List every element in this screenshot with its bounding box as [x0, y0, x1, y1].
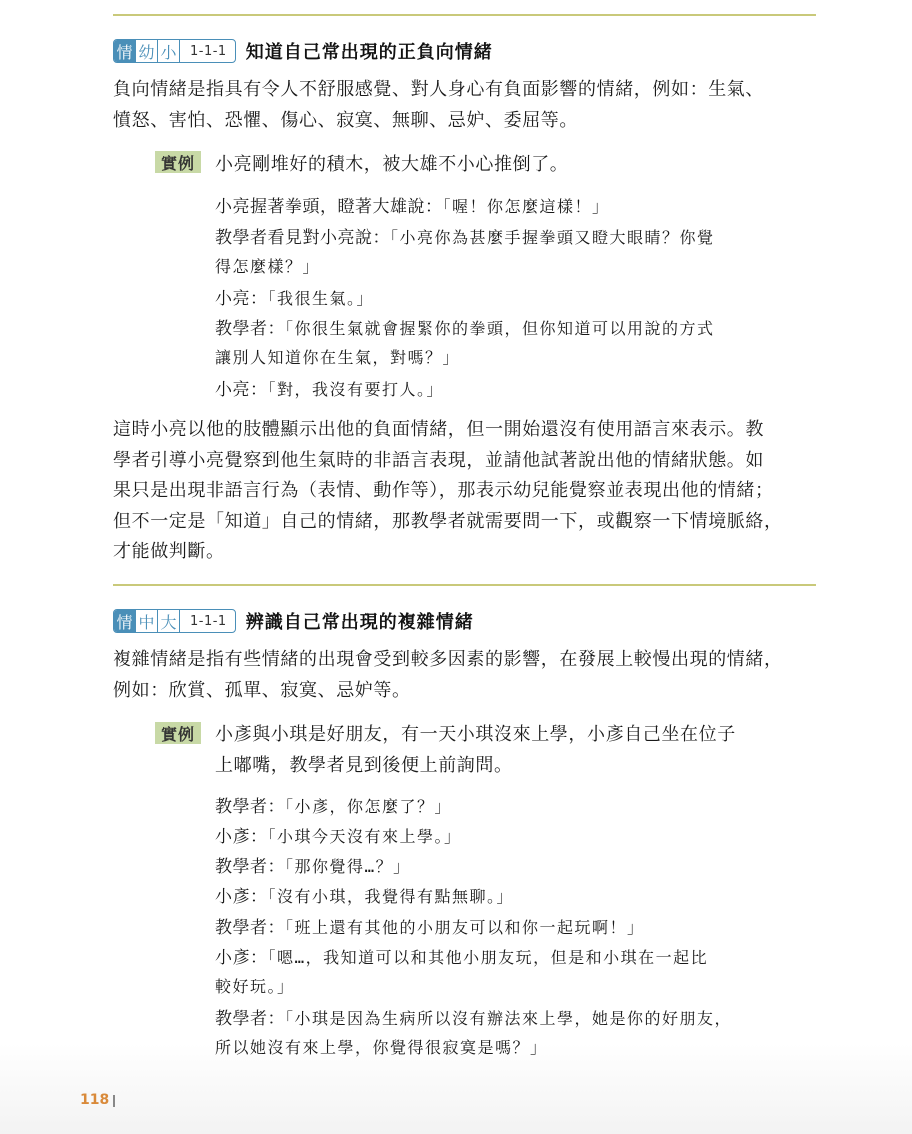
paragraph-line: 複雜情緒是指有些情緒的出現會受到較多因素的影響，在發展上較慢出現的情緒， [113, 649, 783, 670]
paragraph-line: 但不一定是「知道」自己的情緒，那教學者就需要問一下，或觀察一下情境脈絡， [113, 510, 783, 532]
dialogue-speech: 「對，我沒有要打人。」 [267, 380, 445, 399]
dialogue-line [215, 284, 374, 309]
badge-age-2: 小 [158, 40, 180, 62]
dialogue-line [215, 882, 514, 907]
section2-intro [113, 645, 818, 706]
badge-domain: 情 [114, 610, 136, 632]
dialogue-speech: 「小琪今天沒有來上學。」 [267, 827, 462, 846]
dialogue-line [215, 314, 715, 339]
dialogue-line [215, 822, 462, 847]
paragraph-line: 才能做判斷。 [113, 541, 225, 562]
section1-badge [113, 39, 236, 63]
dialogue-speech: 「小琪是因為生病所以沒有辦法來上學，她是你的好朋友， [285, 1009, 733, 1028]
paragraph-line: 負向情緒是指具有令人不舒服感覺、對人身心有負面影響的情緒，例如：生氣、 [113, 79, 764, 100]
section1-intro [113, 75, 818, 136]
dialogue-speaker: 教學者： [215, 319, 285, 339]
dialogue-speech: 「喔！你怎麼這樣！」 [442, 197, 610, 216]
paragraph-line: 學者引導小亮覺察到他生氣時的非語言表現，並請他試著說出他的情緒狀態。如 [113, 449, 764, 471]
dialogue-speech: 「沒有小琪，我覺得有點無聊。」 [267, 887, 515, 906]
paragraph-line: 例如：欣賞、孤單、寂寞、忌妒等。 [113, 679, 411, 701]
paragraph-line: 這時小亮以他的肢體顯示出他的負面情緒，但一開始還沒有使用語言來表示。教 [113, 419, 764, 440]
badge-age-2: 大 [158, 610, 180, 632]
dialogue-speaker: 小亮： [215, 380, 268, 400]
dialogue-speech: 所以她沒有來上學，你覺得很寂寞是嗎？」 [215, 1038, 548, 1057]
paragraph-line: 果只是出現非語言行為（表情、動作等），那表示幼兒能覺察並表現出他的情緒； [113, 480, 774, 501]
badge-age-1: 中 [136, 610, 158, 632]
dialogue-line [215, 1004, 732, 1029]
paragraph-line: 憤怒、害怕、恐懼、傷心、寂寞、無聊、忌妒、委屈等。 [113, 109, 578, 131]
dialogue-speech: 「我很生氣。」 [267, 289, 375, 308]
dialogue-line [215, 345, 460, 368]
dialogue-speech: 得怎麼樣？」 [215, 257, 321, 276]
dialogue-speech: 「班上還有其他的小朋友可以和你一起玩啊！」 [285, 918, 645, 937]
dialogue-speaker: 教學者： [215, 857, 285, 877]
dialogue-line [215, 192, 610, 217]
dialogue-line [215, 1035, 548, 1058]
dialogue-speaker: 教學者： [215, 797, 285, 817]
dialogue-line [215, 852, 411, 877]
badge-age-1: 幼 [136, 40, 158, 62]
section2-badge [113, 609, 236, 633]
page-number-divider [113, 1095, 115, 1107]
badge-code: 1-1-1 [190, 43, 227, 59]
dialogue-speech: 「小彥，你怎麼了？」 [285, 797, 453, 816]
dialogue-speaker: 小亮： [215, 289, 268, 309]
dialogue-speaker: 教學者看見對小亮說： [215, 228, 390, 248]
section-divider [113, 584, 816, 586]
dialogue-speaker: 教學者： [215, 918, 285, 938]
section2-example-line: 上嘟嘴，教學者見到後便上前詢問。 [215, 755, 513, 776]
dialogue-speech: 「你很生氣就會握緊你的拳頭，但你知道可以用說的方式 [285, 319, 715, 338]
section1-heading [113, 38, 493, 64]
dialogue-speaker: 小彥： [215, 827, 268, 847]
dialogue-speech: 「嗯…，我知道可以和其他小朋友玩，但是和小琪在一起比 [267, 948, 709, 967]
dialogue-speech: 讓別人知道你在生氣，對嗎？」 [215, 348, 461, 367]
section1-title: 知道自己常出現的正負向情緒 [245, 42, 493, 63]
dialogue-speaker: 教學者： [215, 1009, 285, 1029]
page-number: 118 [80, 1092, 110, 1108]
section1-example-tag: 實例 [155, 151, 201, 173]
section2-example-tag: 實例 [155, 722, 201, 744]
dialogue-line [215, 223, 715, 248]
section2-heading [113, 608, 474, 634]
dialogue-line [215, 792, 452, 817]
dialogue-line [215, 375, 444, 400]
dialogue-line [215, 974, 295, 997]
dialogue-speech: 「那你覺得…？」 [285, 857, 411, 876]
badge-domain: 情 [114, 40, 136, 62]
section1-example-line: 小亮剛堆好的積木，被大雄不小心推倒了。 [215, 154, 569, 175]
section2-title: 辨識自己常出現的複雜情緒 [245, 612, 474, 633]
section1-explanation [113, 415, 818, 568]
badge-code: 1-1-1 [190, 613, 227, 629]
top-divider [113, 14, 816, 16]
dialogue-speech: 「小亮你為甚麼手握拳頭又瞪大眼睛？你覺 [390, 228, 715, 247]
dialogue-speaker: 小亮握著拳頭，瞪著大雄說： [215, 197, 443, 217]
section2-example-line: 小彥與小琪是好朋友，有一天小琪沒來上學，小彥自己坐在位子 [215, 724, 736, 745]
dialogue-speech: 較好玩。」 [215, 977, 295, 996]
dialogue-speaker: 小彥： [215, 887, 268, 907]
dialogue-speaker: 小彥： [215, 948, 268, 968]
dialogue-line [215, 254, 320, 277]
dialogue-line [215, 913, 645, 938]
dialogue-line [215, 943, 708, 968]
